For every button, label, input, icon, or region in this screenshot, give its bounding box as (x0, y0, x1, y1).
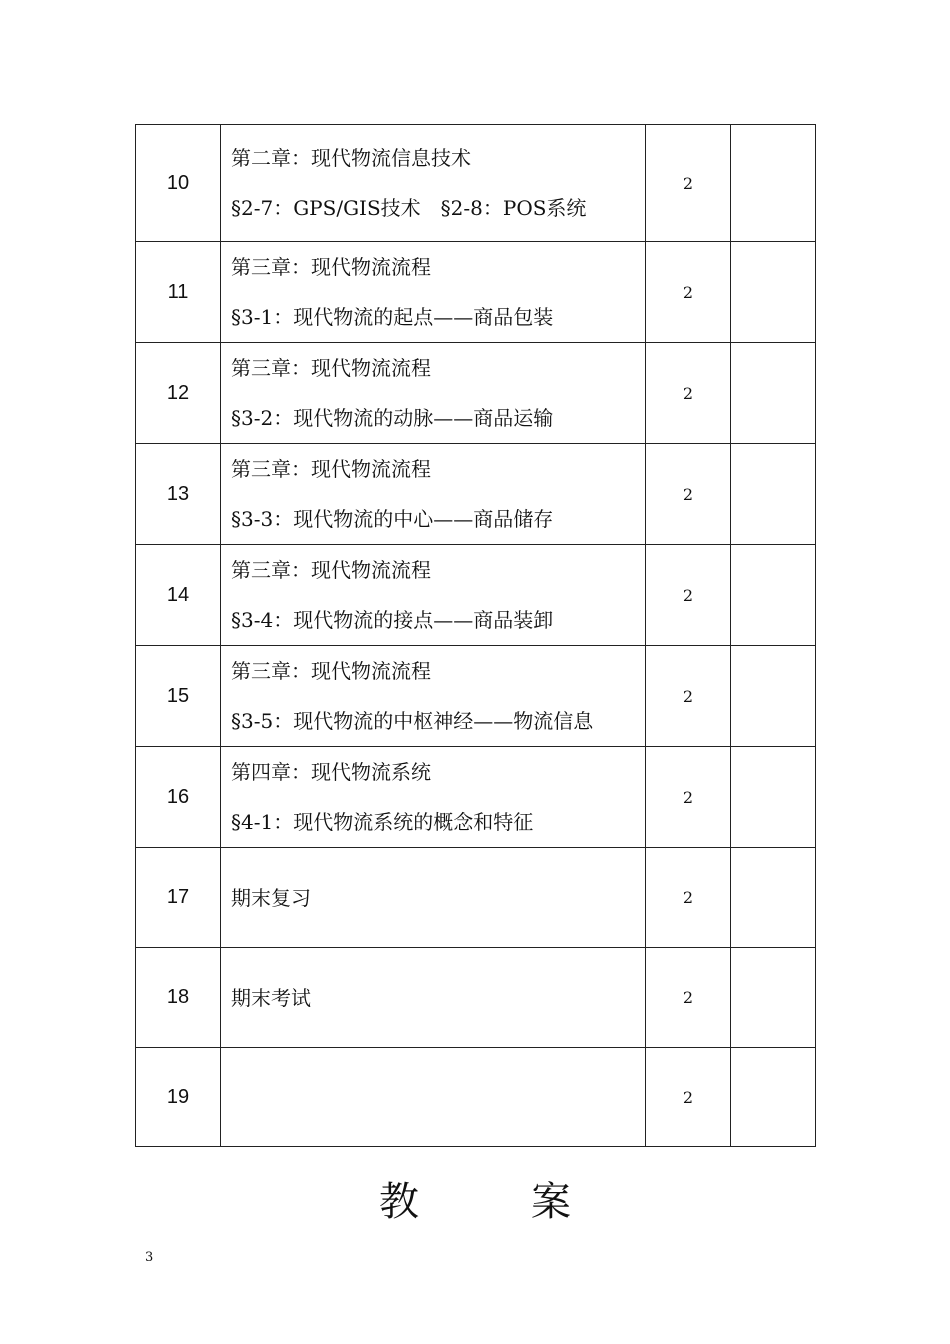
lesson-hours: 2 (646, 242, 731, 343)
lesson-content-line: §3-3：现代物流的中心——商品储存 (231, 507, 554, 531)
lesson-content (221, 125, 646, 242)
lesson-content (221, 1048, 646, 1147)
lesson-content-line: 第二章：现代物流信息技术 (231, 146, 471, 170)
lesson-hours: 2 (646, 444, 731, 545)
table-row (136, 848, 816, 948)
lesson-content (221, 948, 646, 1048)
lesson-hours: 2 (646, 545, 731, 646)
lesson-number: 10 (136, 125, 221, 242)
lesson-content-line: 第三章：现代物流流程 (231, 659, 431, 683)
table-row (136, 343, 816, 444)
heading-char-1: 教 (379, 1179, 419, 1225)
lesson-content (221, 242, 646, 343)
page-number: 3 (145, 1250, 154, 1265)
lesson-note (731, 747, 816, 848)
lesson-content (221, 545, 646, 646)
lesson-content-line: 期末考试 (231, 985, 311, 1010)
lesson-content-line: §3-5：现代物流的中枢神经——物流信息 (231, 709, 594, 733)
lesson-number: 12 (136, 343, 221, 444)
lesson-note (731, 948, 816, 1048)
lesson-content-line: 期末复习 (231, 885, 311, 910)
schedule-table-body (136, 125, 816, 1147)
document-heading (0, 1170, 950, 1227)
table-row (136, 242, 816, 343)
lesson-content-line: §2-7：GPS/GIS技术 §2-8：POS系统 (231, 196, 587, 220)
table-row (136, 646, 816, 747)
lesson-note (731, 343, 816, 444)
lesson-number: 17 (136, 848, 221, 948)
table-row (136, 948, 816, 1048)
lesson-note (731, 242, 816, 343)
lesson-number: 11 (136, 242, 221, 343)
heading-char-2: 案 (531, 1179, 571, 1225)
table-row (136, 545, 816, 646)
lesson-content-line: §3-4：现代物流的接点——商品装卸 (231, 608, 554, 632)
lesson-hours: 2 (646, 125, 731, 242)
lesson-content (221, 444, 646, 545)
table-row (136, 747, 816, 848)
lesson-note (731, 848, 816, 948)
lesson-content (221, 747, 646, 848)
lesson-number: 13 (136, 444, 221, 545)
lesson-content (221, 848, 646, 948)
lesson-number: 16 (136, 747, 221, 848)
lesson-hours: 2 (646, 343, 731, 444)
lesson-number: 14 (136, 545, 221, 646)
lesson-note (731, 125, 816, 242)
table-row (136, 1048, 816, 1147)
lesson-content-line: §3-1：现代物流的起点——商品包装 (231, 305, 554, 329)
lesson-number: 15 (136, 646, 221, 747)
lesson-content (221, 646, 646, 747)
lesson-hours: 2 (646, 747, 731, 848)
lesson-content-line: 第三章：现代物流流程 (231, 356, 431, 380)
lesson-note (731, 444, 816, 545)
lesson-content-line: 第四章：现代物流系统 (231, 760, 431, 784)
lesson-content-line: §3-2：现代物流的动脉——商品运输 (231, 406, 554, 430)
lesson-note (731, 646, 816, 747)
lesson-content-line: 第三章：现代物流流程 (231, 558, 431, 582)
lesson-hours: 2 (646, 646, 731, 747)
lesson-content-line: §4-1：现代物流系统的概念和特征 (231, 810, 534, 834)
lesson-note (731, 1048, 816, 1147)
table-row (136, 125, 816, 242)
lesson-number: 19 (136, 1048, 221, 1147)
lesson-hours: 2 (646, 848, 731, 948)
table-row (136, 444, 816, 545)
lesson-hours: 2 (646, 1048, 731, 1147)
lesson-note (731, 545, 816, 646)
lesson-hours: 2 (646, 948, 731, 1048)
schedule-table (135, 124, 816, 1147)
lesson-number: 18 (136, 948, 221, 1048)
lesson-content-line: 第三章：现代物流流程 (231, 255, 431, 279)
lesson-content (221, 343, 646, 444)
lesson-content-line: 第三章：现代物流流程 (231, 457, 431, 481)
